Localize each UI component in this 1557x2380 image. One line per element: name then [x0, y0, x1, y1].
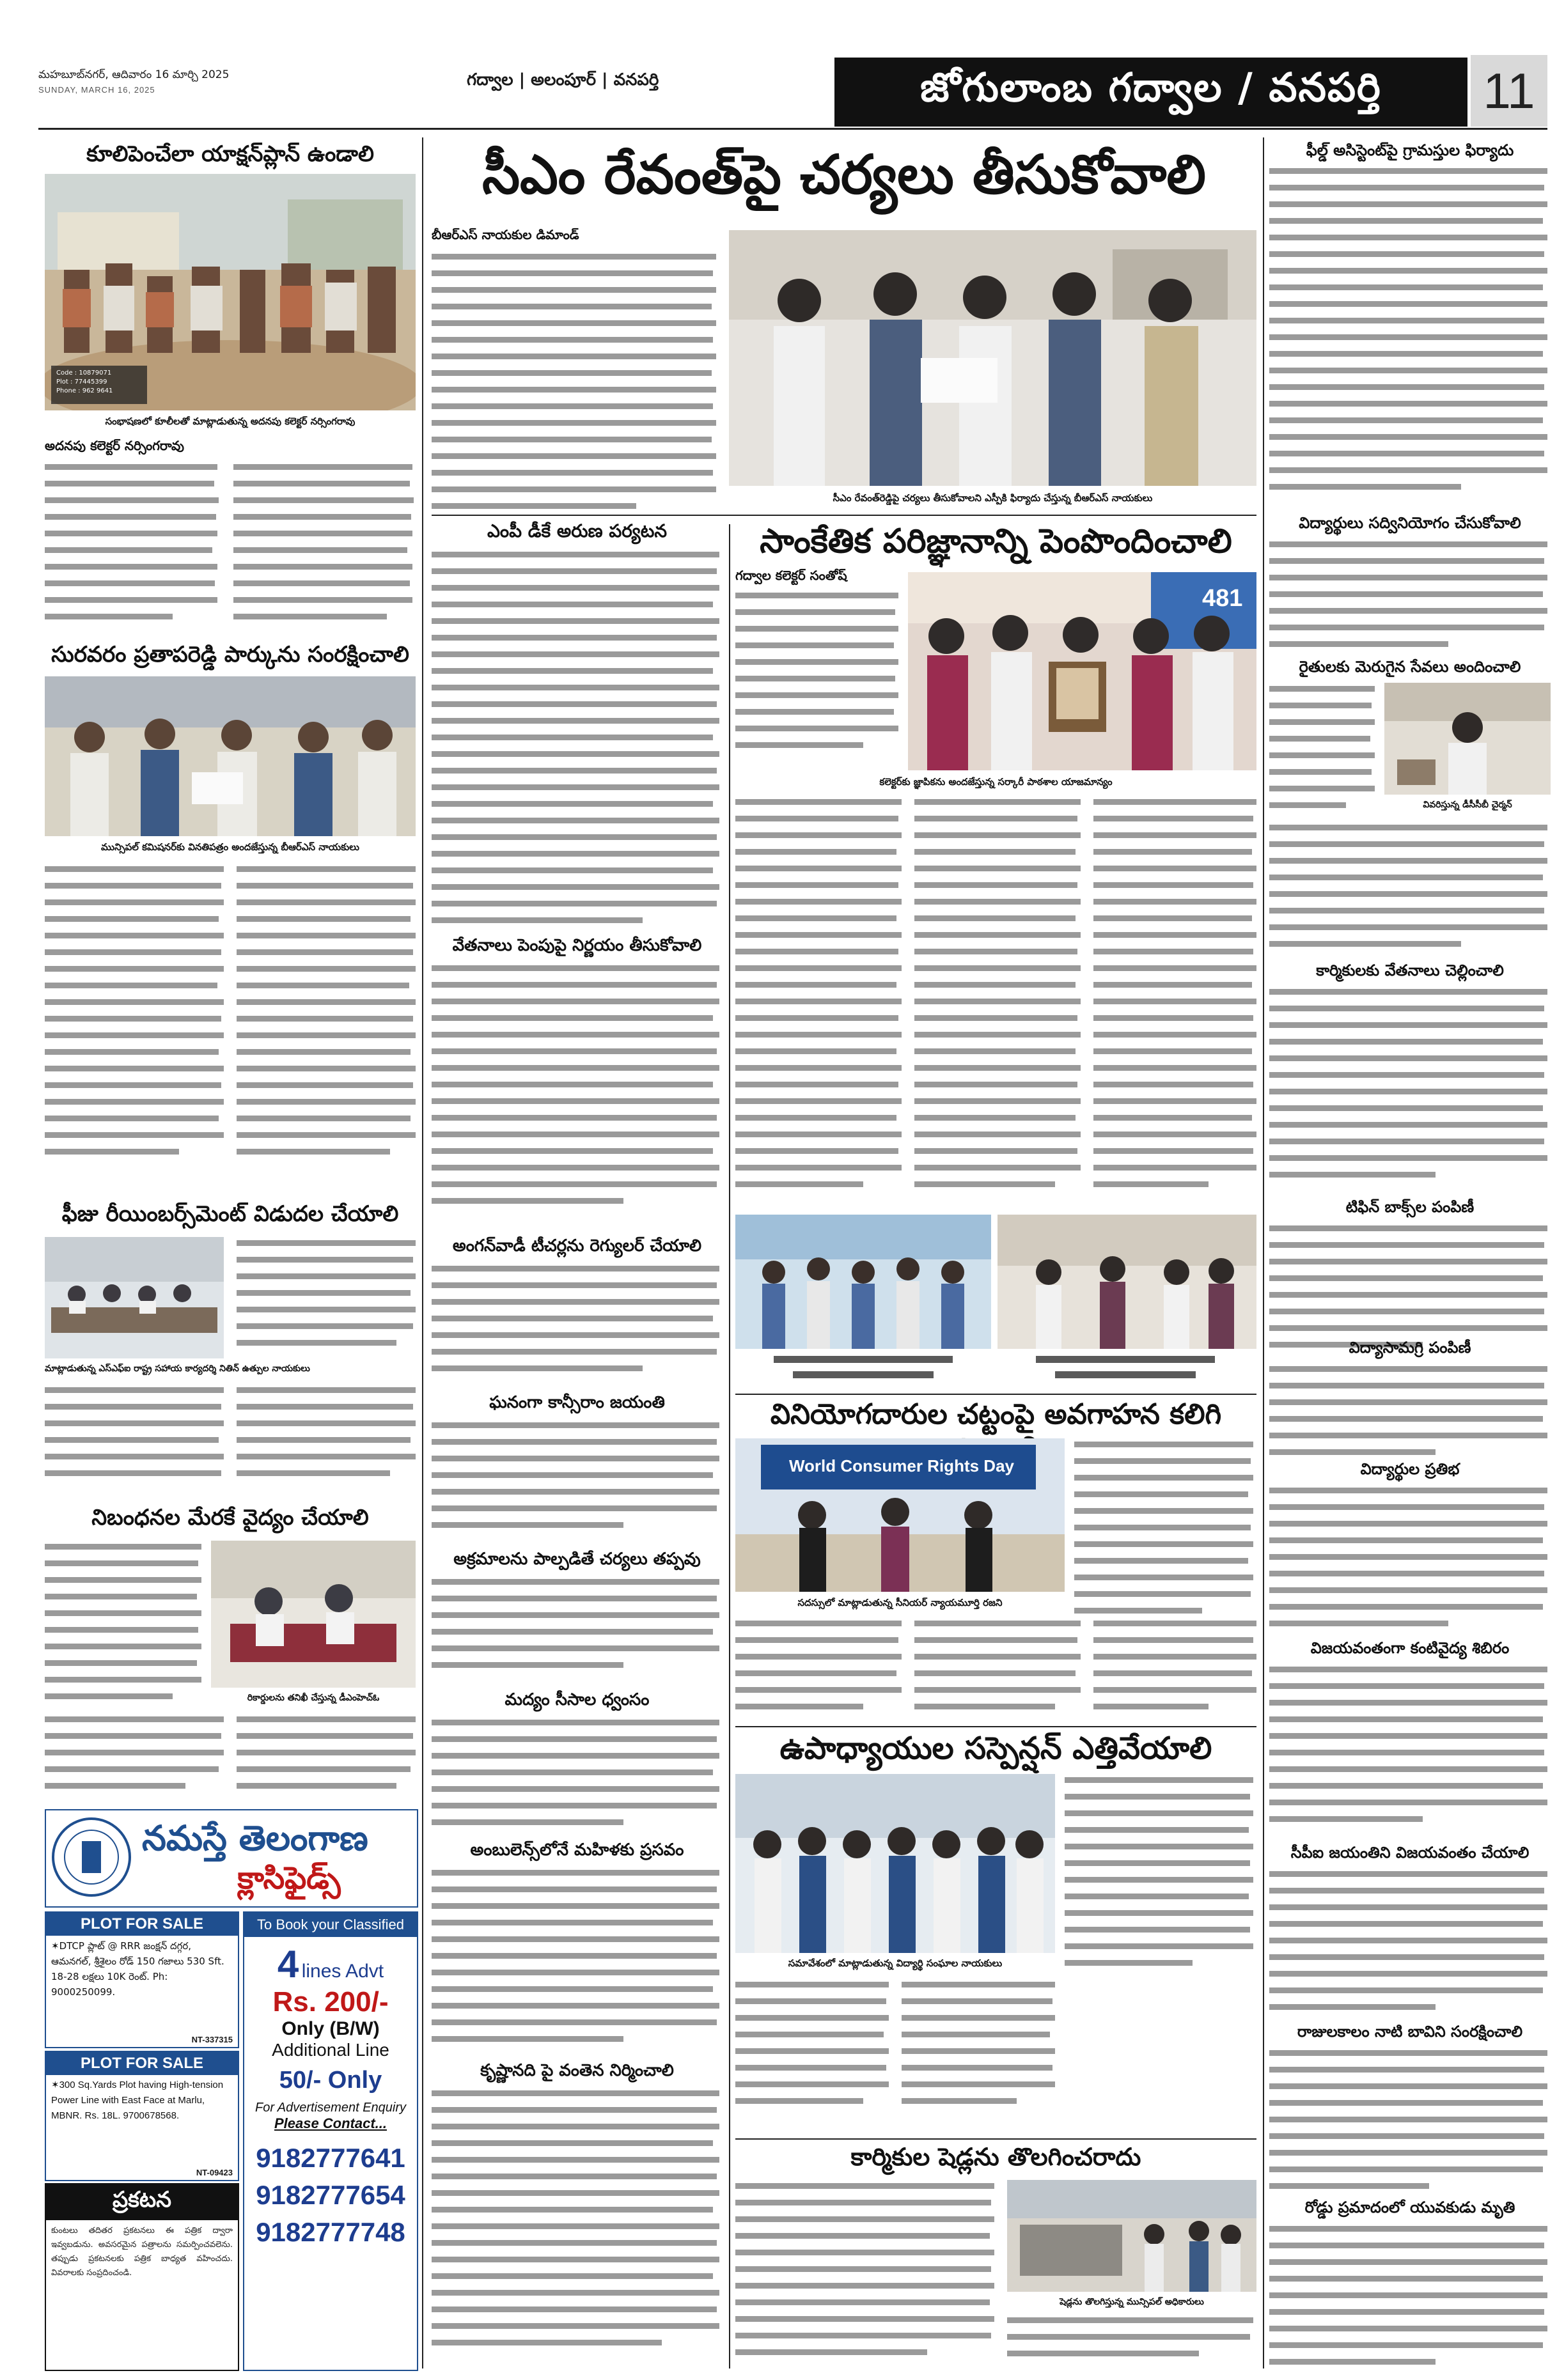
photo-consumer-seminar: [735, 1438, 1065, 1592]
article-text-lines: [1269, 2047, 1551, 2200]
column-divider: [422, 137, 423, 2368]
article-text-lines: [432, 1263, 723, 1390]
additional-line: Additional Line: [272, 2040, 389, 2060]
photo-student-unions: [735, 1774, 1055, 1953]
headline-labour-action-plan: కూలిపెంచేలా యాక్షన్‌ప్లాన్ ఉండాలి: [86, 141, 374, 167]
notice-title: ప్రకటన: [46, 2184, 238, 2220]
enquiry-text: For Advertisement Enquiry: [254, 2101, 406, 2115]
article-text-lines: [1065, 1774, 1256, 1985]
article-text-lines: [432, 251, 719, 519]
article-text-lines: [1269, 1868, 1551, 2021]
caption-labour: సంభాషణలో కూలీలతో మాట్లాడుతున్న అదనపు కలెక్టర్ నర్సింగరావు: [105, 416, 356, 427]
ad-only: Only (B/W): [281, 2018, 380, 2039]
ad2-body: ✶300 Sq.Yards Plot having High-tension Power Line with East Face at Marlu, MBNR. Rs. 18L. 9700678568.: [51, 2080, 224, 2121]
article-text-lines: [432, 1867, 723, 2058]
contact-text: Please Contact...: [274, 2115, 387, 2131]
article-text-lines: [735, 589, 902, 762]
photo-shed-removal-image: [1007, 2180, 1256, 2292]
headline-kanshiram: ఘనంగా కాన్సీరాం జయంతి: [489, 1393, 665, 1412]
classifieds-banner: [45, 1809, 418, 1908]
article-text-lines: [45, 863, 416, 1195]
byline-brs-demand: బీఆర్‌ఎస్ నాయకుల డిమాండ్: [432, 227, 579, 242]
headline-technology: సాంకేతిక పరిజ్ఞానాన్ని పెంపొందించాలి: [760, 522, 1232, 561]
headline-eye-camp: విజయవంతంగా కంటివైద్య శిబిరం: [1310, 1639, 1510, 1657]
lines-label: lines Advt: [301, 1961, 384, 1982]
caption-collector: కలెక్టర్‌కు జ్ఞాపికను అందజేస్తున్న సర్కారీ పాఠశాల యాజమాన్యం: [879, 776, 1113, 788]
article-text-lines: [1269, 1484, 1551, 1638]
photo-health-check-image: [998, 1215, 1256, 1349]
notice-box: [45, 2183, 239, 2371]
notice-body: కుంటలు తదితర ప్రకటనలు ఈ పత్రిక ద్వారా ఇవ్వబడును. అవసరమైన పత్రాలను సమర్పించవలెను. తప్పుడు ప్రకటనలకు పత్రిక బాధ్యత వహించదు. వివరాలకు సంప్రదించండి.: [51, 2226, 233, 2278]
photo-collector-memento: [908, 572, 1256, 770]
photo-brs-complaint: [729, 230, 1256, 486]
section-rule: [735, 1726, 1256, 1727]
additional-price: 50/- Only: [279, 2067, 382, 2094]
photo-shed-removal: [1007, 2180, 1256, 2292]
article-text-lines: [735, 1617, 1256, 1739]
headline-anganwadi: అంగన్‌వాడీ టీచర్లను రెగ్యులర్ చేయాలి: [452, 1236, 702, 1256]
masthead-rule: [38, 128, 1547, 130]
article-text-lines: [1269, 1363, 1551, 1468]
phone-2[interactable]: 9182777654: [256, 2180, 405, 2210]
byline-addl-collector: అదనపు కలెక్టర్ నర్సింగరావు: [45, 438, 184, 453]
headline-fee-reimbursement: ఫీజు రీయింబర్స్‌మెంట్ విడుదల చేయాలి: [61, 1201, 399, 1227]
headline-liquor: మద్యం సీసాల ధ్వంసం: [505, 1690, 650, 1709]
article-text-lines: [1269, 683, 1378, 817]
headline-student-talent: విద్యార్థుల ప్రతిభ: [1360, 1460, 1460, 1478]
headline-ancient-well: రాజులకాలం నాటి బావిని సంరక్షించాలి: [1297, 2023, 1523, 2041]
headline-study-materials: విద్యాసామగ్రి పంపిణీ: [1349, 1339, 1471, 1357]
headline-field-assistant: ఫీల్డ్ అసిస్టెంట్‌పై గ్రామస్తుల ఫిర్యాదు: [1306, 141, 1514, 159]
article-text-lines: [1007, 2314, 1256, 2368]
headline-tiffin-boxes: టిఫిన్ బాక్స్‌ల పంపిణీ: [1345, 1198, 1475, 1216]
article-text-lines: [45, 460, 416, 639]
ad2-title: PLOT FOR SALE: [46, 2052, 238, 2075]
photo-park-memo: [45, 676, 416, 836]
photo-dccb-chairman: [1384, 683, 1551, 795]
masthead-towns: గద్వాల | అలంపూర్ | వనపర్తి: [467, 70, 659, 89]
photo-sign-number: 481: [1202, 585, 1243, 612]
caption-brs-complaint: సీఎం రేవంత్‌రెడ్డిపై చర్యలు తీసుకోవాలని ఎస్పీకి ఫిర్యాదు చేస్తున్న బీఆర్‌ఎస్ నాయకులు: [833, 492, 1153, 504]
column-divider: [729, 524, 730, 2368]
masthead: [0, 0, 1557, 134]
photo-health-check: [998, 1215, 1256, 1349]
photo-school-students: [735, 1215, 991, 1349]
headline-cpi-anniversary: సీపీఐ జయంతిని విజయవంతం చేయాలి: [1290, 1844, 1530, 1862]
section-rule: [735, 2138, 1256, 2140]
photo-school-students-image: [735, 1215, 991, 1349]
caption-sfi: మాట్లాడుతున్న ఎస్‌ఎఫ్‌ఐ రాష్ట్ర సహాయ కార్యదర్శి నితిన్ ఉత్పుల నాయకులు: [45, 1364, 310, 1374]
caption-student-unions: సమావేశంలో మాట్లాడుతున్న విద్యార్థి సంఘాల నాయకులు: [788, 1957, 1003, 1969]
headline-salaries: వేతనాలు పెంపుపై నిర్ణయం తీసుకోవాలి: [452, 936, 702, 955]
ad2-code: NT-09423: [196, 2168, 233, 2177]
article-text-lines: [1269, 986, 1551, 1197]
article-text-lines: [45, 1713, 416, 1800]
photo-dccb-chairman-image: [1384, 683, 1551, 795]
classifieds-brand: నమస్తే తెలంగాణ: [142, 1818, 368, 1858]
phone-1[interactable]: 9182777641: [256, 2143, 405, 2173]
headline-krishna-bridge: కృష్ణానది పై వంతెన నిర్మించాలి: [480, 2061, 674, 2080]
banner-text: World Consumer Rights Day: [788, 1456, 1014, 1475]
headline-ambulance: అంబులెన్స్‌లోనే మహిళకు ప్రసవం: [470, 1840, 684, 1860]
article-text-lines: [1269, 165, 1551, 510]
photo-dmho-inspection-image: [211, 1541, 416, 1688]
headline-workers-wages: కార్మికులకు వేతనాలు చెల్లించాలి: [1316, 961, 1504, 979]
article-text-lines: [432, 1419, 723, 1547]
headline-medical-norms: నిబంధనల మేరకే వైద్యం చేయాలి: [91, 1505, 369, 1530]
headline-suravaram-park: సురవరం ప్రతాపరెడ్డి పార్కును సంరక్షించాలి: [51, 642, 409, 667]
byline-collector: గద్వాల కలెక్టర్ సంతోష్: [735, 568, 847, 583]
caption-park: మున్సిపల్ కమిషనర్‌కు వినతిపత్రం అందజేస్తున్న బీఆర్‌ఎస్ నాయకులు: [101, 841, 359, 853]
ad-price: Rs. 200/-: [272, 1986, 389, 2018]
column-divider: [1263, 137, 1264, 2368]
headline-teacher-suspension: ఉపాధ్యాయుల సస్పెన్షన్ ఎత్తివేయాలి: [779, 1731, 1212, 1766]
dateline: [38, 67, 229, 98]
caption-placeholder-lines: [735, 1352, 1256, 1390]
article-text-lines: [432, 1716, 723, 1844]
caption-dmho: రికార్డులను తనిఖీ చేస్తున్న డీఎంహెచ్‌ఓ: [247, 1693, 380, 1703]
classified-ad-1: [45, 1911, 239, 2048]
headline-road-accident: రోడ్డు ప్రమాదంలో యువకుడు మృతి: [1304, 2198, 1515, 2216]
dateline-telugu: మహబూబ్‌నగర్, ఆదివారం 16 మార్చి 2025: [38, 68, 230, 81]
headline-workers-sheds: కార్మికుల షెడ్లను తొలగించరాదు: [850, 2143, 1141, 2171]
photo-sfi-meeting: [45, 1237, 224, 1358]
photo-brs-complaint-image: [729, 230, 1256, 486]
article-text-lines: [1269, 1663, 1551, 1833]
ad1-title: PLOT FOR SALE: [46, 1913, 238, 1936]
lines-count: 4: [277, 1943, 299, 1986]
article-text-lines: [45, 1541, 205, 1707]
booking-heading: To Book your Classified: [244, 1913, 417, 1937]
section-rule: [735, 1394, 1256, 1395]
headline-irregularities: అక్రమాలను పాల్పడితే చర్యలు తప్పవు: [453, 1550, 701, 1569]
headline-students-utilise: విద్యార్థులు సద్వినియోగం చేసుకోవాలి: [1299, 514, 1521, 532]
caption-consumer: సదస్సులో మాట్లాడుతున్న సీనియర్ న్యాయమూర్తి రజని: [797, 1597, 1003, 1608]
article-text-lines: [1269, 821, 1551, 959]
photo-student-unions-image: [735, 1774, 1055, 1953]
article-text-lines: [735, 796, 1256, 1211]
article-text-lines: [1074, 1438, 1256, 1630]
photo-dmho-inspection: [211, 1541, 416, 1688]
booking-ad: [243, 1911, 418, 2371]
main-headline: సీఎం రేవంత్‌పై చర్యలు తీసుకోవాలి: [482, 143, 1206, 206]
photo-sfi-meeting-image: [45, 1237, 224, 1358]
section-rule: [432, 515, 1256, 516]
caption-dccb: వివరిస్తున్న డీసీసీబీ చైర్మన్: [1423, 800, 1512, 810]
seal-logo-icon: [50, 1816, 133, 1899]
headline-dk-aruna: ఎంపీ డీకే అరుణ పర్యటన: [487, 520, 668, 541]
page-number: 11: [1471, 55, 1547, 127]
article-text-lines: [45, 1384, 416, 1499]
ad1-code: NT-337315: [191, 2035, 233, 2044]
classifieds-brand-sub: క్లాసిఫైడ్స్: [237, 1860, 341, 1896]
dateline-english: SUNDAY, MARCH 16, 2025: [38, 85, 155, 95]
article-text-lines: [432, 2087, 723, 2368]
article-text-lines: [237, 1237, 416, 1358]
photo-labour-meeting: [45, 174, 416, 410]
photo-geotag: Code : 10879071 Plot : 77445399 Phone : 962 9641: [56, 369, 113, 394]
article-text-lines: [432, 1576, 723, 1691]
photo-park-memo-image: [45, 676, 416, 836]
article-text-lines: [1269, 2223, 1551, 2370]
article-text-lines: [432, 962, 723, 1218]
phone-3[interactable]: 9182777748: [256, 2217, 405, 2247]
article-text-lines: [735, 1979, 1055, 2138]
article-text-lines: [1269, 538, 1551, 660]
ad1-body: ✶DTCP ప్లాట్ @ RRR జంక్షన్ దగ్గర, ఆమనగల్, శ్రీశైలం రోడ్ 150 గజాలు 530 Sft. 18-28 లక్షలు 10K రెంట్. Ph: 9000250099.: [51, 1940, 224, 1998]
district-title: జోగులాంబ గద్వాల / వనపర్తి: [834, 58, 1467, 127]
article-text-lines: [735, 2180, 998, 2368]
classified-ad-2: [45, 2051, 239, 2181]
caption-shed: షెడ్లను తొలగిస్తున్న మున్సిపల్ అధికారులు: [1060, 2297, 1204, 2307]
headline-consumer-law: వినియోగదారుల చట్టంపై అవగాహన కలిగి: [770, 1398, 1222, 1431]
headline-farmers-service: రైతులకు మెరుగైన సేవలు అందించాలి: [1299, 658, 1521, 676]
